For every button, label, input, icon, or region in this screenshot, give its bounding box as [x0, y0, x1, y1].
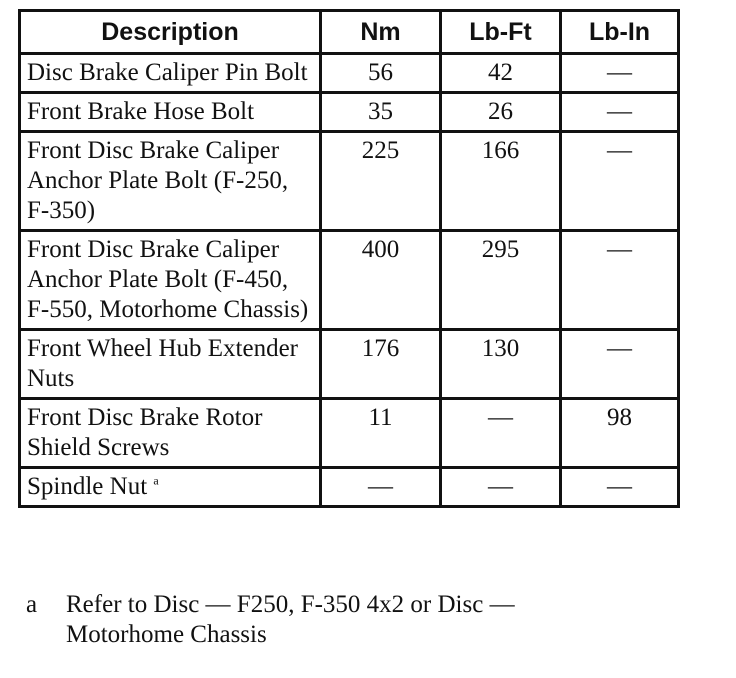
table-header-row	[20, 11, 679, 54]
cell-nm: 11	[321, 399, 441, 468]
cell-lbft: 130	[441, 330, 561, 399]
cell-lbin: —	[561, 468, 679, 507]
cell-description: Front Disc Brake Rotor Shield Screws	[20, 399, 321, 468]
cell-lbin: —	[561, 54, 679, 93]
cell-nm: 225	[321, 132, 441, 231]
torque-spec-table	[18, 9, 680, 508]
cell-lbin: —	[561, 330, 679, 399]
cell-lbft: 166	[441, 132, 561, 231]
cell-nm: 400	[321, 231, 441, 330]
cell-lbin: 98	[561, 399, 679, 468]
cell-lbft: —	[441, 399, 561, 468]
cell-description: Front Wheel Hub Extender Nuts	[20, 330, 321, 399]
cell-lbin: —	[561, 132, 679, 231]
cell-description: Front Disc Brake Caliper Anchor Plate Bolt (F-250, F-350)	[20, 132, 321, 231]
cell-lbft: 42	[441, 54, 561, 93]
cell-description	[20, 468, 321, 507]
cell-lbft: 295	[441, 231, 561, 330]
footnote-reference: a	[153, 473, 159, 488]
cell-description: Disc Brake Caliper Pin Bolt	[20, 54, 321, 93]
table-row	[20, 231, 679, 330]
table-row	[20, 399, 679, 468]
description-text: Spindle Nut	[27, 473, 148, 500]
footnote	[26, 590, 586, 650]
footnote-text: Refer to Disc — F250, F-350 4x2 or Disc — Motorhome Chassis	[66, 591, 515, 648]
header-nm: Nm	[321, 11, 441, 54]
cell-nm: 176	[321, 330, 441, 399]
table-row	[20, 132, 679, 231]
header-lbin: Lb-In	[561, 11, 679, 54]
table-row	[20, 468, 679, 507]
cell-lbin: —	[561, 231, 679, 330]
cell-lbft: 26	[441, 93, 561, 132]
cell-nm: 35	[321, 93, 441, 132]
cell-nm: 56	[321, 54, 441, 93]
header-lbft: Lb-Ft	[441, 11, 561, 54]
cell-description: Front Brake Hose Bolt	[20, 93, 321, 132]
cell-lbin: —	[561, 93, 679, 132]
header-description: Description	[20, 11, 321, 54]
table-row	[20, 330, 679, 399]
table-row	[20, 93, 679, 132]
cell-description: Front Disc Brake Caliper Anchor Plate Bolt (F-450, F-550, Motorhome Chassis)	[20, 231, 321, 330]
cell-nm: —	[321, 468, 441, 507]
cell-lbft: —	[441, 468, 561, 507]
footnote-marker: a	[26, 591, 38, 618]
table-row	[20, 54, 679, 93]
